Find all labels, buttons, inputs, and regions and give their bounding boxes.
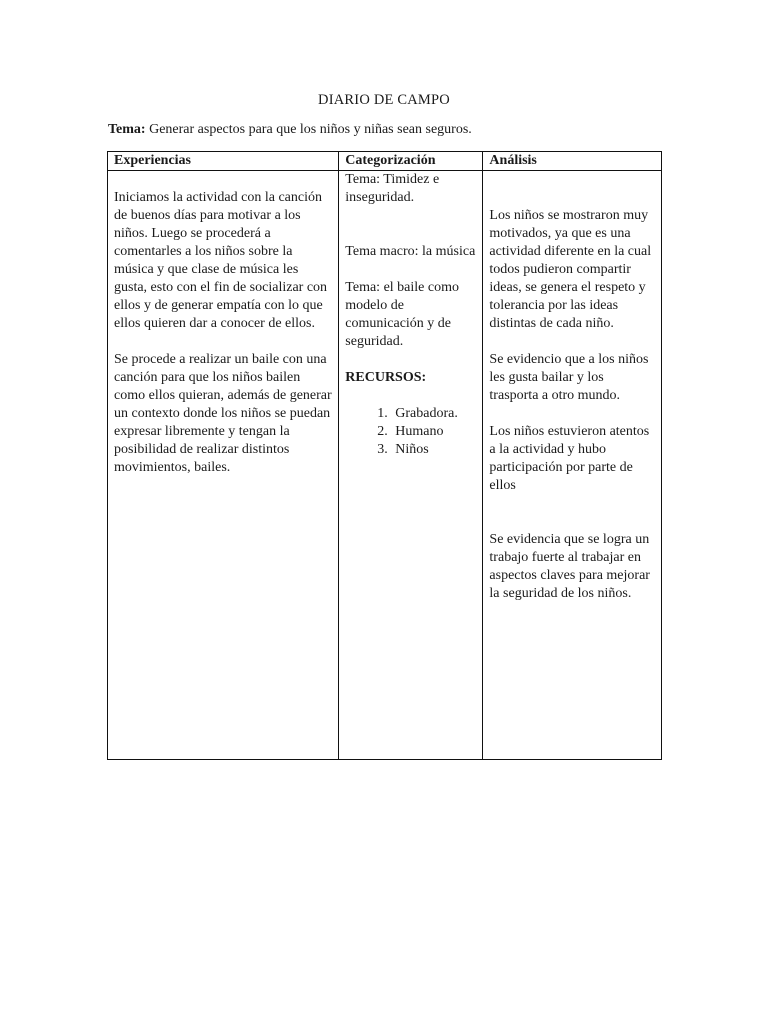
list-item: 2. Humano <box>391 423 476 441</box>
analisis-paragraph-3: Los niños estuvieron atentos a la actividad y hubo participación por parte de ellos <box>489 424 650 493</box>
analisis-paragraph-4: Se evidencia que se logra un trabajo fuerte al trabajar en aspectos claves para mejorar la seguridad de los niños. <box>489 532 650 601</box>
tema-line <box>108 122 472 138</box>
analisis-paragraph-1: Los niños se mostraron muy motivados, ya que es una actividad diferente en la cual todos pudieron compartir ideas, se genera el respeto y tolerancia por las ideas distintas de cada niño. <box>489 208 652 331</box>
header-analisis: Análisis <box>483 152 662 171</box>
table-row <box>108 171 662 760</box>
header-experiencias: Experiencias <box>108 152 339 171</box>
tema-label: Tema: <box>108 122 146 137</box>
header-categorizacion: Categorización <box>339 152 483 171</box>
list-item: 1. Grabadora. <box>391 405 476 423</box>
tema-text: Generar aspectos para que los niños y niñas sean seguros. <box>145 122 472 137</box>
field-journal-table <box>107 151 662 760</box>
experiencia-paragraph-2: Se procede a realizar un baile con una canción para que los niños bailen como ellos quieran, además de generar un contexto donde los niños se puedan expresar libremente y tengan la posibilidad de realizar distintos movimientos, bailes. <box>114 352 332 475</box>
recursos-heading: RECURSOS: <box>345 370 427 385</box>
experiencias-cell <box>108 171 339 760</box>
recursos-list <box>345 405 476 459</box>
document-title: DIARIO DE CAMPO <box>318 92 450 108</box>
analisis-paragraph-2: Se evidencio que a los niños les gusta bailar y los trasporta a otro mundo. <box>489 352 649 403</box>
analisis-cell <box>483 171 662 760</box>
categorizacion-cell <box>339 171 483 760</box>
categoria-tema-baile: Tema: el baile como modelo de comunicación y de seguridad. <box>345 280 459 349</box>
categoria-tema-macro: Tema macro: la música <box>345 244 476 259</box>
experiencia-paragraph-1: Iniciamos la actividad con la canción de buenos días para motivar a los niños. Luego se procederá a comentarles a los niños sobre la música y que clase de música les gusta, esto con el fin de socializar con ellos y de generar empatía con lo que ellos quieren dar a conocer de ellos. <box>114 190 328 331</box>
list-item: 3. Niños <box>391 441 476 459</box>
table-header-row <box>108 152 662 171</box>
categoria-tema: Tema: Timidez e inseguridad. <box>345 172 440 205</box>
